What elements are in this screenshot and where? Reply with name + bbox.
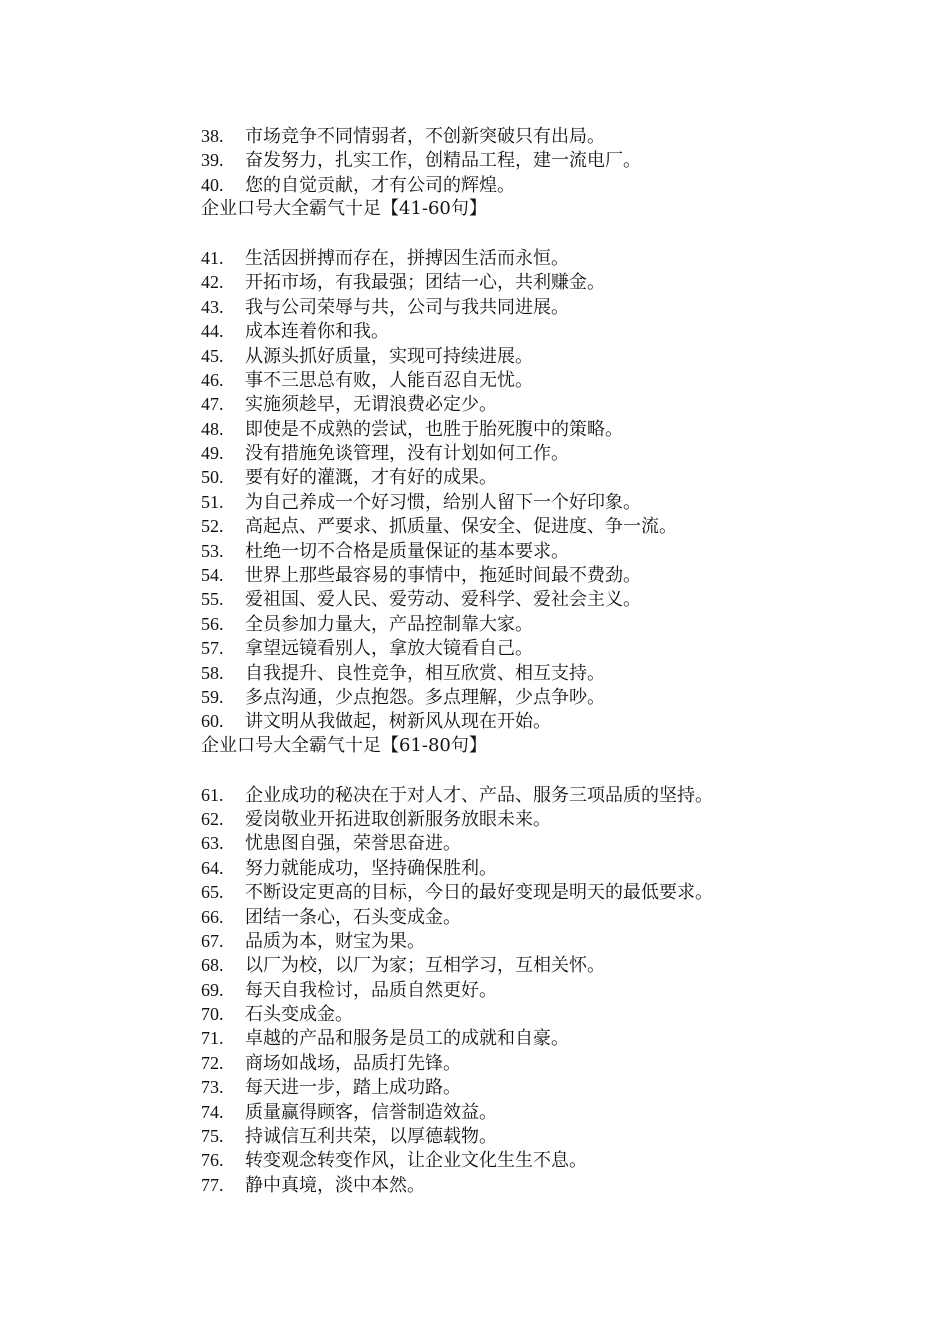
slogan-line: [201, 953, 841, 977]
slogan-number: 77.: [201, 1174, 224, 1195]
slogan-text: 企业成功的秘决在于对人才、产品、服务三项品质的坚持。: [245, 784, 713, 806]
slogan-line: [201, 295, 841, 319]
slogan-text: 静中真境，淡中本然。: [245, 1174, 425, 1196]
slogan-number: 70.: [201, 1004, 224, 1025]
slogan-line: [201, 514, 841, 538]
slogan-text: 开拓市场，有我最强；团结一心，共利赚金。: [245, 272, 605, 294]
slogan-number: 42.: [201, 272, 224, 293]
slogan-number: 69.: [201, 979, 224, 1000]
slogan-text: 生活因拼搏而存在，拼搏因生活而永恒。: [245, 247, 569, 269]
slogan-line: [201, 465, 841, 489]
section-heading-41-60: 企业口号大全霸气十足【41-60句】: [201, 198, 487, 220]
slogan-line: [201, 661, 841, 685]
slogan-number: 45.: [201, 345, 224, 366]
slogan-number: 76.: [201, 1150, 224, 1171]
slogan-text: 要有好的灌溉，才有好的成果。: [245, 467, 497, 489]
slogan-text: 商场如战场，品质打先锋。: [245, 1052, 461, 1074]
slogan-line: [201, 344, 841, 368]
slogan-line: [201, 685, 841, 709]
slogan-line: [201, 905, 841, 929]
slogan-text: 每天进一步，踏上成功路。: [245, 1077, 461, 1099]
slogan-line: [201, 636, 841, 660]
slogan-number: 59.: [201, 686, 224, 707]
slogan-number: 46.: [201, 369, 224, 390]
slogan-line: [201, 783, 841, 807]
slogan-text: 实施须趁早，无谓浪费必定少。: [245, 394, 497, 416]
slogan-text: 为自己养成一个好习惯，给别人留下一个好印象。: [245, 491, 641, 513]
slogan-line: [201, 1124, 841, 1148]
slogan-text: 讲文明从我做起，树新风从现在开始。: [245, 711, 551, 733]
slogan-text: 自我提升、良性竞争，相互欣赏、相互支持。: [245, 662, 605, 684]
slogan-text: 成本连着你和我。: [245, 321, 389, 343]
slogan-line: [201, 1100, 841, 1124]
slogan-number: 75.: [201, 1126, 224, 1147]
slogan-text: 从源头抓好质量，实现可持续进展。: [245, 345, 533, 367]
slogan-line: [201, 441, 841, 465]
slogan-text: 全员参加力量大，产品控制靠大家。: [245, 613, 533, 635]
slogan-line: [201, 563, 841, 587]
slogan-line: [201, 417, 841, 441]
slogan-line: [201, 831, 841, 855]
slogan-number: 55.: [201, 589, 224, 610]
slogan-number: 38.: [201, 126, 224, 146]
slogan-line: [201, 587, 841, 611]
slogan-number: 72.: [201, 1052, 224, 1073]
slogan-list-61-77: [201, 783, 841, 1198]
slogan-line: [201, 612, 841, 636]
slogan-text: 高起点、严要求、抓质量、保安全、促进度、争一流。: [245, 516, 677, 538]
slogan-number: 50.: [201, 467, 224, 488]
slogan-text: 忧患图自强，荣誉思奋进。: [245, 833, 461, 855]
slogan-number: 56.: [201, 613, 224, 634]
slogan-number: 53.: [201, 540, 224, 561]
slogan-text: 每天自我检讨，品质自然更好。: [245, 979, 497, 1001]
slogan-text: 杜绝一切不合格是质量保证的基本要求。: [245, 540, 569, 562]
slogan-line: [201, 1148, 841, 1172]
slogan-line: [201, 1075, 841, 1099]
slogan-line: [201, 1173, 841, 1197]
slogan-number: 63.: [201, 833, 224, 854]
slogan-number: 39.: [201, 150, 224, 171]
slogan-number: 67.: [201, 930, 224, 951]
slogan-text: 持诚信互利共荣，以厚德载物。: [245, 1126, 497, 1148]
slogan-text: 奋发努力，扎实工作，创精品工程，建一流电厂。: [245, 150, 641, 172]
slogan-line: [201, 978, 841, 1002]
slogan-text: 以厂为校，以厂为家；互相学习，互相关怀。: [245, 955, 605, 977]
slogan-text: 质量赢得顾客，信誉制造效益。: [245, 1101, 497, 1123]
slogan-line: [201, 709, 841, 733]
slogan-line: [201, 124, 841, 148]
slogan-text: 我与公司荣辱与共，公司与我共同进展。: [245, 296, 569, 318]
slogan-line: [201, 392, 841, 416]
slogan-text: 爱岗敬业开拓进取创新服务放眼未来。: [245, 808, 551, 830]
slogan-number: 64.: [201, 857, 224, 878]
slogan-text: 石头变成金。: [245, 1004, 353, 1026]
slogan-text: 努力就能成功，坚持确保胜利。: [245, 857, 497, 879]
slogan-number: 65.: [201, 882, 224, 903]
slogan-number: 52.: [201, 516, 224, 537]
slogan-number: 48.: [201, 418, 224, 439]
slogan-number: 66.: [201, 906, 224, 927]
slogan-number: 71.: [201, 1028, 224, 1049]
slogan-number: 47.: [201, 394, 224, 415]
slogan-number: 43.: [201, 296, 224, 317]
slogan-text: 没有措施免谈管理，没有计划如何工作。: [245, 443, 569, 465]
slogan-list-41-60: [201, 246, 841, 734]
slogan-text: 团结一条心，石头变成金。: [245, 906, 461, 928]
slogan-number: 61.: [201, 784, 224, 805]
slogan-number: 74.: [201, 1101, 224, 1122]
slogan-number: 54.: [201, 565, 224, 586]
slogan-line: [201, 539, 841, 563]
slogan-number: 44.: [201, 321, 224, 342]
slogan-line: [201, 929, 841, 953]
slogan-number: 62.: [201, 808, 224, 829]
slogan-line: [201, 246, 841, 270]
slogan-number: 68.: [201, 955, 224, 976]
slogan-text: 品质为本，财宝为果。: [245, 930, 425, 952]
slogan-line: [201, 319, 841, 343]
slogan-number: 57.: [201, 638, 224, 659]
slogan-text: 事不三思总有败，人能百忍自无忧。: [245, 369, 533, 391]
blank-line: [201, 758, 841, 782]
slogan-text: 世界上那些最容易的事情中，拖延时间最不费劲。: [245, 565, 641, 587]
slogan-text: 转变观念转变作风，让企业文化生生不息。: [245, 1150, 587, 1172]
slogan-text: 市场竞争不同情弱者，不创新突破只有出局。: [245, 126, 605, 147]
slogan-number: 73.: [201, 1077, 224, 1098]
slogan-line: [201, 490, 841, 514]
slogan-text: 您的自觉贡献，才有公司的辉煌。: [245, 174, 515, 196]
slogan-number: 40.: [201, 174, 224, 195]
slogan-text: 多点沟通，少点抱怨。多点理解，少点争吵。: [245, 686, 605, 708]
slogan-text: 不断设定更高的目标，今日的最好变现是明天的最低要求。: [245, 882, 713, 904]
document-body: [201, 124, 841, 1197]
slogan-line: [201, 368, 841, 392]
slogan-text: 拿望远镜看别人，拿放大镜看自己。: [245, 638, 533, 660]
slogan-number: 49.: [201, 443, 224, 464]
slogan-line: [201, 856, 841, 880]
slogan-line: [201, 1026, 841, 1050]
slogan-line: [201, 807, 841, 831]
slogan-line: [201, 1002, 841, 1026]
slogan-line: [201, 1051, 841, 1075]
slogan-number: 51.: [201, 491, 224, 512]
slogan-number: 60.: [201, 711, 224, 732]
slogan-number: 58.: [201, 662, 224, 683]
slogan-line: [201, 173, 841, 197]
slogan-line: [201, 148, 841, 172]
slogan-text: 爱祖国、爱人民、爱劳动、爱科学、爱社会主义。: [245, 589, 641, 611]
slogan-number: 41.: [201, 247, 224, 268]
section-heading-61-80: 企业口号大全霸气十足【61-80句】: [201, 734, 487, 756]
slogan-line: [201, 880, 841, 904]
slogan-text: 卓越的产品和服务是员工的成就和自豪。: [245, 1028, 569, 1050]
slogan-list-38-40: [201, 124, 841, 197]
slogan-text: 即使是不成熟的尝试，也胜于胎死腹中的策略。: [245, 418, 623, 440]
slogan-line: [201, 270, 841, 294]
blank-line: [201, 222, 841, 246]
